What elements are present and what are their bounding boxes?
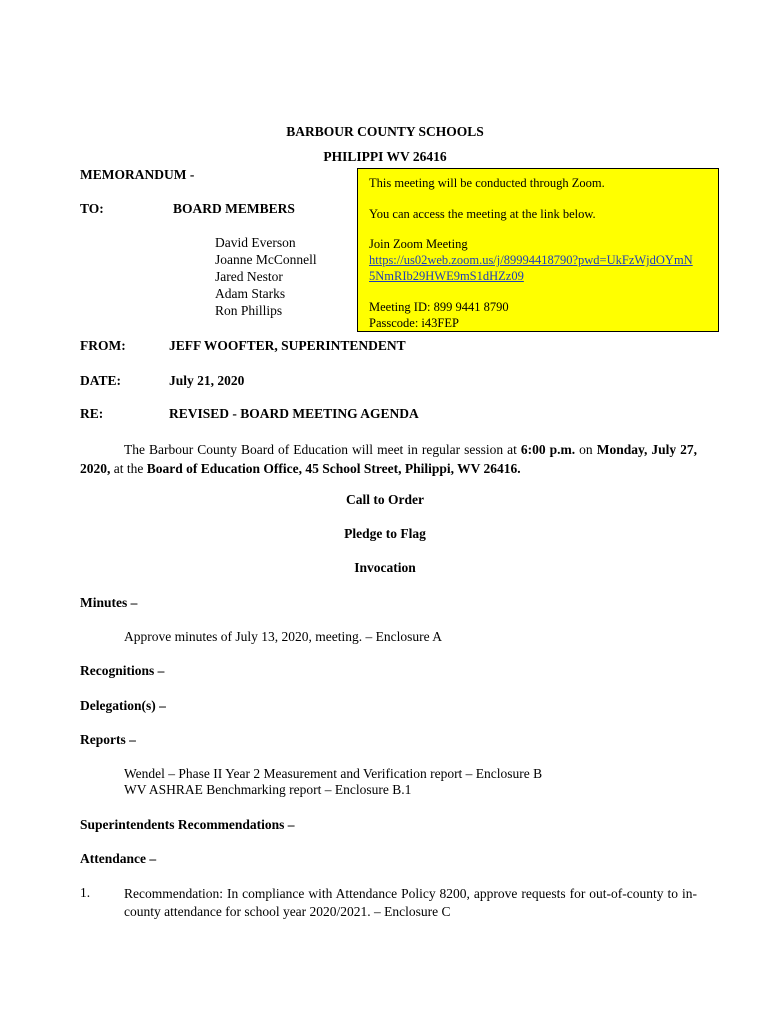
from-label: FROM: bbox=[80, 338, 126, 353]
meeting-time: 6:00 p.m. bbox=[520, 442, 576, 457]
zoom-line-1: This meeting will be conducted through Zoom. bbox=[369, 176, 605, 190]
item-recommendation-text: Recommendation: In compliance with Attendance Policy 8200, approve requests for out-of-county to in-county attendance for school year 2020/2021. – Enclosure C bbox=[124, 886, 697, 919]
intro-text: at the bbox=[110, 461, 147, 476]
member-name: Adam Starks bbox=[215, 286, 286, 301]
re-value: REVISED - BOARD MEETING AGENDA bbox=[169, 406, 419, 421]
date-label: DATE: bbox=[80, 373, 122, 388]
org-title: BARBOUR COUNTY SCHOOLS bbox=[286, 124, 484, 139]
org-city: PHILIPPI WV 26416 bbox=[323, 149, 447, 164]
zoom-info-box bbox=[357, 168, 719, 332]
delegations-heading: Delegation(s) – bbox=[80, 698, 166, 713]
zoom-meeting-id: Meeting ID: 899 9441 8790 bbox=[369, 300, 509, 314]
superintendent-recommendations-heading: Superintendents Recommendations – bbox=[80, 817, 295, 832]
recognitions-heading: Recognitions – bbox=[80, 663, 165, 678]
agenda-invocation: Invocation bbox=[354, 560, 416, 575]
item-number: 1. bbox=[80, 885, 91, 900]
intro-paragraph bbox=[80, 440, 697, 478]
reports-heading: Reports – bbox=[80, 732, 136, 747]
zoom-link-continued[interactable]: 5NmRIb29HWE9mS1dHZz09 bbox=[369, 269, 524, 283]
memo-label: MEMORANDUM - bbox=[80, 167, 195, 182]
from-value: JEFF WOOFTER, SUPERINTENDENT bbox=[169, 338, 406, 353]
zoom-join-label: Join Zoom Meeting bbox=[369, 237, 468, 251]
to-value: BOARD MEMBERS bbox=[173, 201, 295, 216]
minutes-item: Approve minutes of July 13, 2020, meeting. – Enclosure A bbox=[124, 629, 442, 644]
report-item: Wendel – Phase II Year 2 Measurement and Verification report – Enclosure B bbox=[124, 766, 543, 781]
report-item: WV ASHRAE Benchmarking report – Enclosure B.1 bbox=[124, 782, 412, 797]
date-value: July 21, 2020 bbox=[169, 373, 245, 388]
intro-text: The Barbour County Board of Education will meet in regular session at bbox=[124, 442, 521, 457]
member-name: Joanne McConnell bbox=[215, 252, 317, 267]
intro-text: on bbox=[575, 442, 597, 457]
re-label: RE: bbox=[80, 406, 104, 421]
to-label: TO: bbox=[80, 201, 104, 216]
member-name: Jared Nestor bbox=[215, 269, 283, 284]
zoom-link[interactable]: https://us02web.zoom.us/j/89994418790?pwd=UkFzWjdOYmN bbox=[369, 253, 693, 267]
attendance-heading: Attendance – bbox=[80, 851, 157, 866]
member-name: Ron Phillips bbox=[215, 303, 283, 318]
meeting-place: Board of Education Office, 45 School Street, Philippi, WV 26416. bbox=[146, 461, 521, 476]
zoom-passcode: Passcode: i43FEP bbox=[369, 316, 459, 330]
meeting-date: Monday, July 27, 2020, bbox=[80, 442, 698, 476]
agenda-call-to-order: Call to Order bbox=[346, 492, 424, 507]
zoom-line-2: You can access the meeting at the link below. bbox=[369, 207, 596, 221]
minutes-heading: Minutes – bbox=[80, 595, 138, 610]
member-name: David Everson bbox=[215, 235, 296, 250]
agenda-pledge: Pledge to Flag bbox=[344, 526, 426, 541]
